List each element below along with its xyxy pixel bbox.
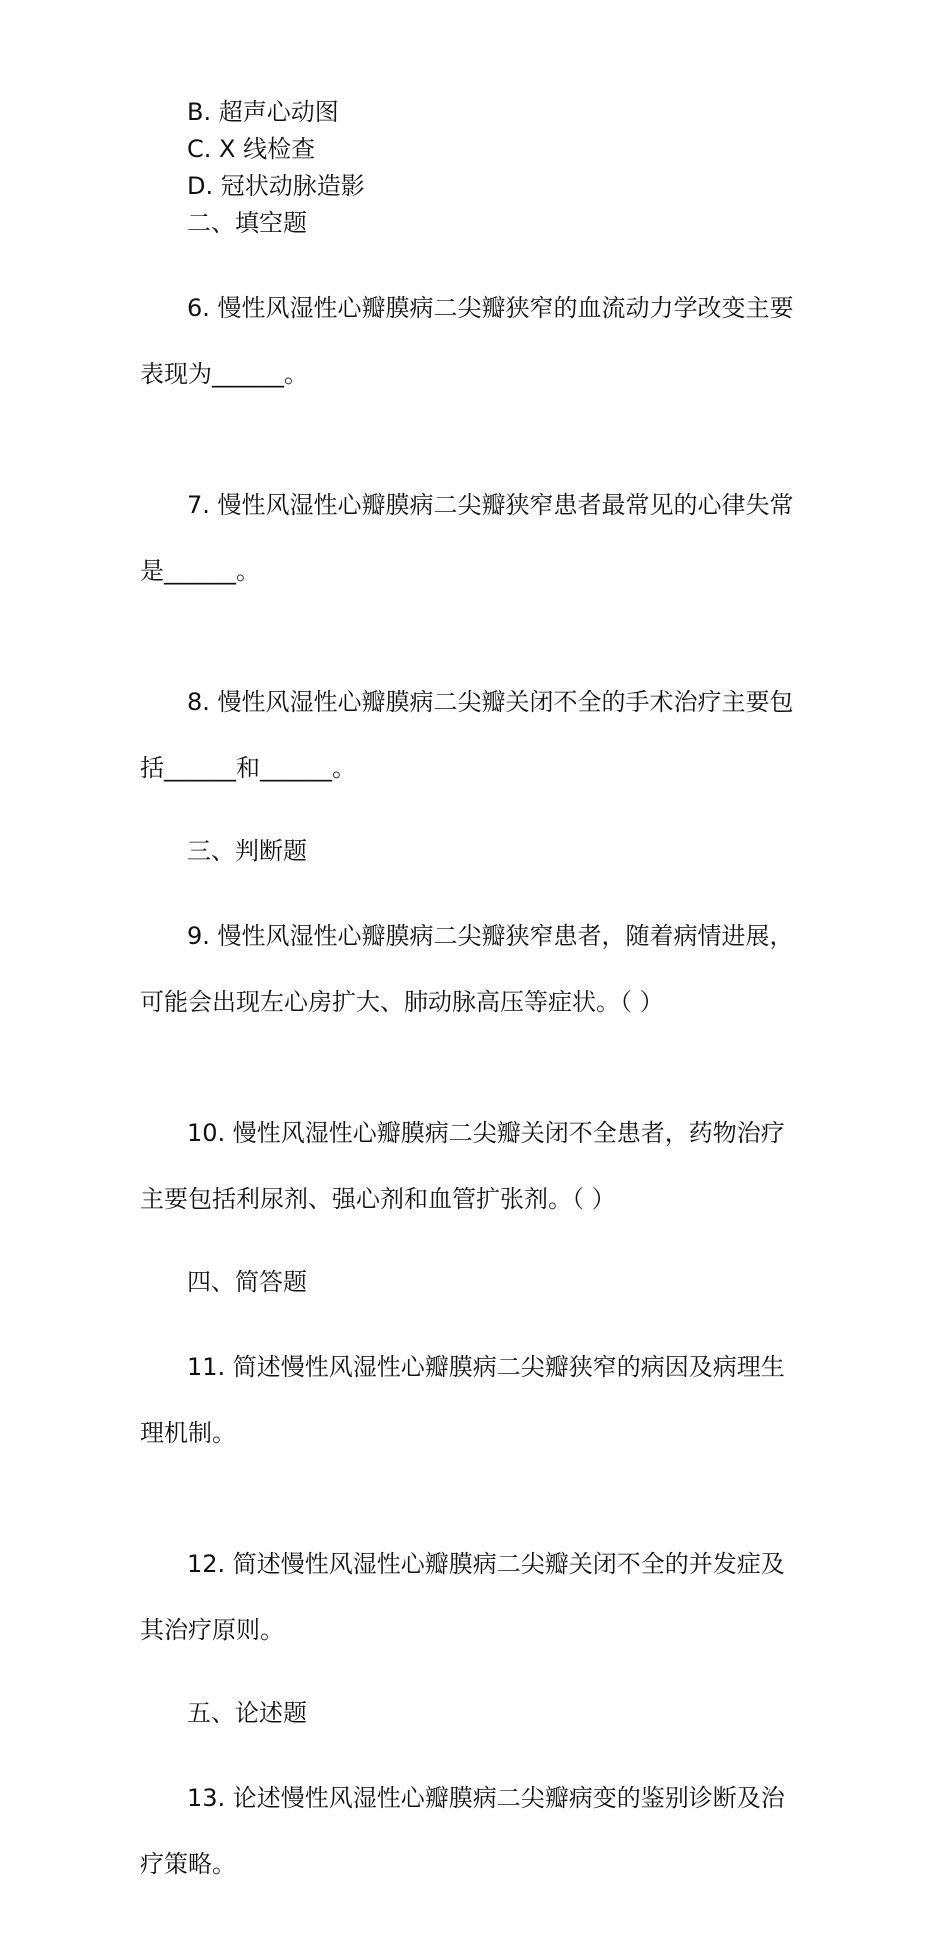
option-b: B. 超声心动图 <box>187 98 339 126</box>
section-heading-fill: 二、填空题 <box>187 209 307 237</box>
option-c: C. X 线检查 <box>187 135 316 163</box>
question-11-line-1: 11. 简述慢性风湿性心瓣膜病二尖瓣狭窄的病因及病理生 <box>187 1353 785 1381</box>
question-11 <box>140 1307 812 1493</box>
question-8-line-1: 8. 慢性风湿性心瓣膜病二尖瓣关闭不全的手术治疗主要包 <box>187 688 794 716</box>
section-heading-essay: 五、论述题 <box>187 1699 307 1727</box>
section-heading-judge: 三、判断题 <box>187 837 307 865</box>
option-d: D. 冠状动脉造影 <box>187 172 365 200</box>
question-13-line-2: 疗策略。 <box>140 1850 236 1878</box>
question-12-line-1: 12. 简述慢性风湿性心瓣膜病二尖瓣关闭不全的并发症及 <box>187 1550 785 1578</box>
question-12 <box>140 1504 812 1690</box>
question-6 <box>140 248 812 434</box>
question-8-line-2: 括______和______。 <box>140 754 356 782</box>
section-heading-short: 四、简答题 <box>187 1268 307 1296</box>
question-9-line-2: 可能会出现左心房扩大、肺动脉高压等症状。（ ） <box>140 988 664 1016</box>
question-10 <box>140 1073 812 1259</box>
question-11-line-2: 理机制。 <box>140 1419 236 1447</box>
question-7-line-2: 是______。 <box>140 557 260 585</box>
document-page <box>140 100 812 1935</box>
question-6-line-1: 6. 慢性风湿性心瓣膜病二尖瓣狭窄的血流动力学改变主要 <box>187 294 794 322</box>
question-6-line-2: 表现为______。 <box>140 360 308 388</box>
question-12-line-2: 其治疗原则。 <box>140 1616 284 1644</box>
question-10-line-2: 主要包括利尿剂、强心剂和血管扩张剂。（ ） <box>140 1185 616 1213</box>
question-13 <box>140 1738 812 1924</box>
question-9-line-1: 9. 慢性风湿性心瓣膜病二尖瓣狭窄患者，随着病情进展， <box>187 922 794 950</box>
question-8 <box>140 642 812 828</box>
question-7 <box>140 445 812 631</box>
question-9 <box>140 876 812 1062</box>
question-13-line-1: 13. 论述慢性风湿性心瓣膜病二尖瓣病变的鉴别诊断及治 <box>187 1784 785 1812</box>
question-7-line-1: 7. 慢性风湿性心瓣膜病二尖瓣狭窄患者最常见的心律失常 <box>187 491 794 519</box>
question-10-line-1: 10. 慢性风湿性心瓣膜病二尖瓣关闭不全患者，药物治疗 <box>187 1119 785 1147</box>
